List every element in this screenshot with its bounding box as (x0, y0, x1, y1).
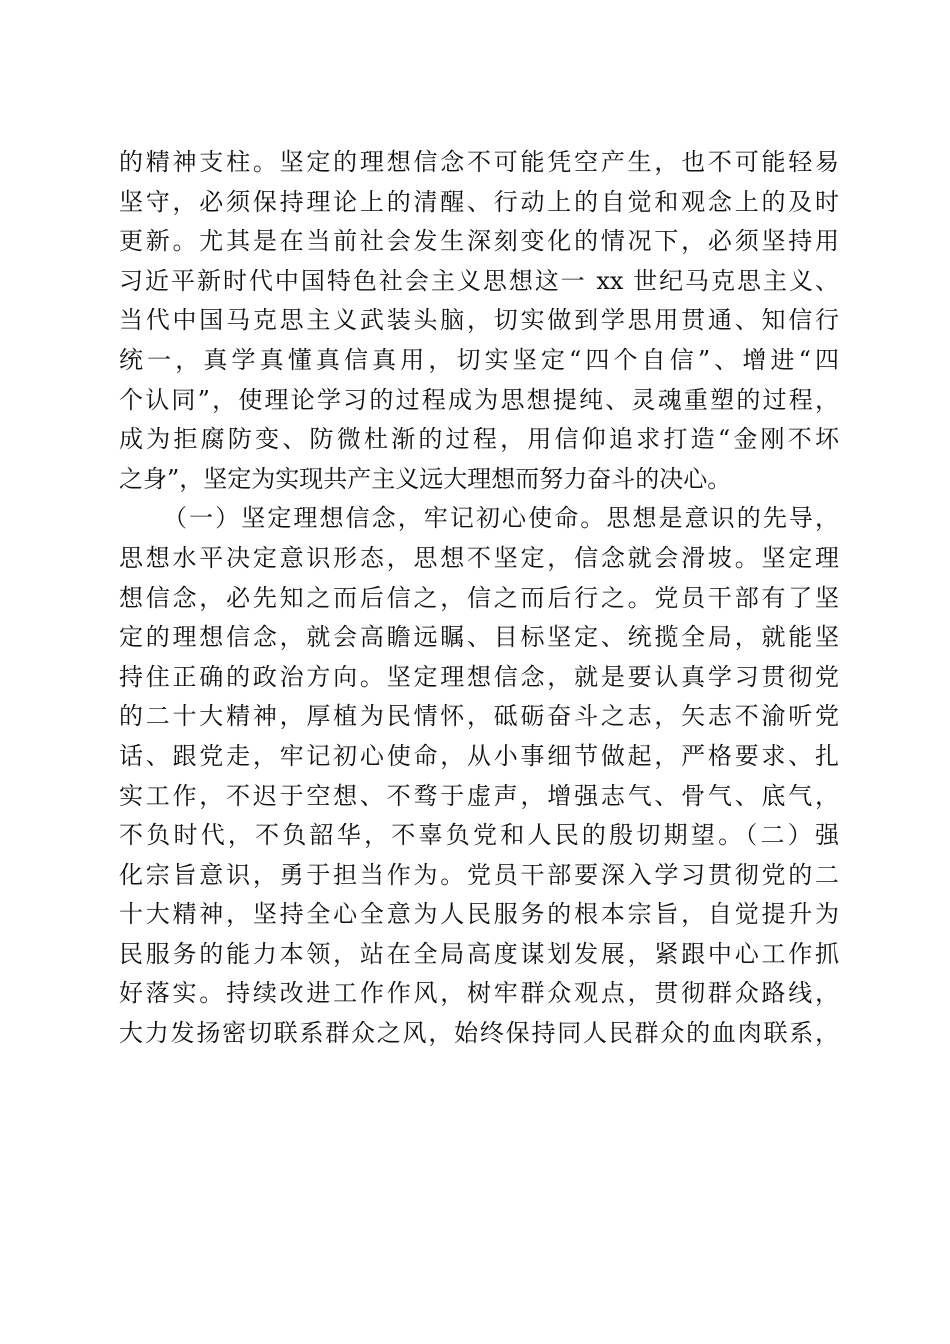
text-line: 更新。尤其是在当前社会发生深刻变化的情况下，必须坚持用 (119, 227, 839, 256)
text-line: 大力发扬密切联系群众之风，始终保持同人民群众的血肉联系， (119, 1019, 839, 1048)
text-line: 话、跟党走，牢记初心使命，从小事细节做起，严格要求、扎 (119, 741, 839, 770)
text-line: 习近平新时代中国特色社会主义思想这一 xx 世纪马克思主义、 (119, 266, 839, 295)
text-line: 统一，真学真懂真信真用，切实坚定“四个自信”、增进“四 (119, 345, 839, 374)
text-line: 当代中国马克思主义武装头脑，切实做到学思用贯通、知信行 (119, 306, 839, 335)
text-line: 实工作，不迟于空想、不骛于虚声，增强志气、骨气、底气， (119, 781, 839, 810)
text-line: 个认同”，使理论学习的过程成为思想提纯、灵魂重塑的过程， (119, 385, 839, 414)
text-line: 化宗旨意识，勇于担当作为。党员干部要深入学习贯彻党的二 (119, 860, 839, 889)
text-line: 不负时代，不负韶华，不辜负党和人民的殷切期望。（二）强 (119, 821, 839, 850)
text-line: 定的理想信念，就会高瞻远瞩、目标坚定、统揽全局，就能坚 (119, 623, 839, 652)
text-line: 成为拒腐防变、防微杜渐的过程，用信仰追求打造“金刚不坏 (119, 425, 839, 454)
text-line: 的二十大精神，厚植为民情怀，砥砺奋斗之志，矢志不渝听党 (119, 702, 839, 731)
text-line: 的精神支柱。坚定的理想信念不可能凭空产生，也不可能轻易 (119, 148, 839, 176)
text-line: 十大精神，坚持全心全意为人民服务的根本宗旨，自觉提升为 (119, 900, 839, 929)
text-line: 坚守，必须保持理论上的清醒、行动上的自觉和观念上的及时 (119, 187, 839, 216)
text-line: 好落实。持续改进工作作风，树牢群众观点，贯彻群众路线， (119, 979, 839, 1008)
section-heading-line: （一）坚定理想信念，牢记初心使命。思想是意识的先导， (163, 504, 839, 533)
text-line: 之身”，坚定为实现共产主义远大理想而努力奋斗的决心。 (119, 464, 732, 493)
text-line: 想信念，必先知之而后信之，信之而后行之。党员干部有了坚 (119, 583, 839, 612)
text-line: 持住正确的政治方向。坚定理想信念，就是要认真学习贯彻党 (119, 662, 839, 691)
text-line: 民服务的能力本领，站在全局高度谋划发展，紧跟中心工作抓 (119, 939, 839, 968)
text-line: 思想水平决定意识形态，思想不坚定，信念就会滑坡。坚定理 (119, 543, 839, 572)
body-text (119, 143, 839, 1054)
